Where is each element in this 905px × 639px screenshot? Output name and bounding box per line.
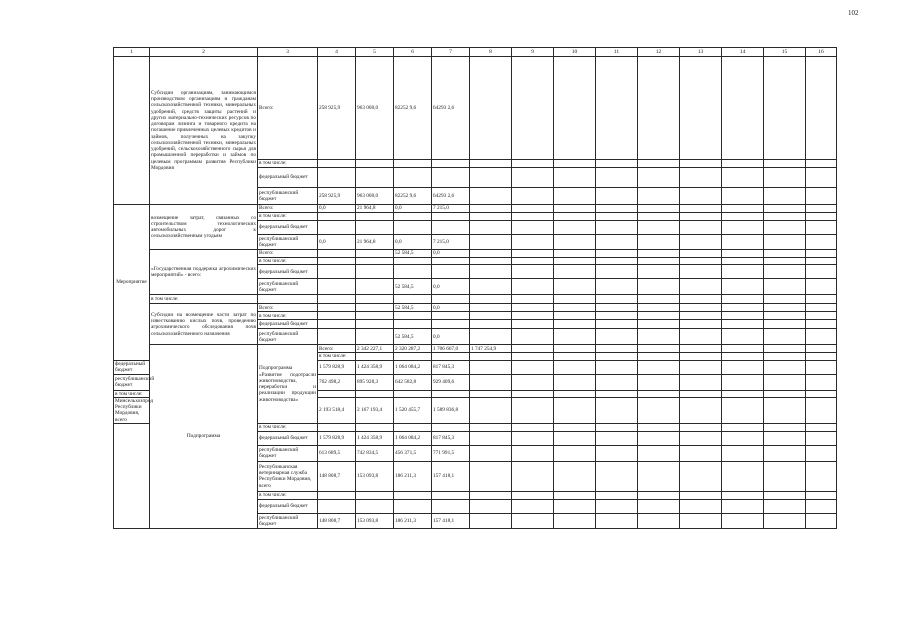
value-cell: 0,0 <box>394 235 432 250</box>
funding-label: республиканский бюджет <box>258 513 318 528</box>
value-cell: 153 093,8 <box>356 461 394 491</box>
value-cell: 2 193 518,4 <box>318 397 356 423</box>
value-cell: 1 064 084,2 <box>394 431 432 445</box>
value-cell: 1 589 836,8 <box>432 397 470 423</box>
funding-label: Всего: <box>258 250 318 258</box>
funding-label: в том числе: <box>258 491 318 499</box>
description-cell: Субсидии на возмещение части затрат по известкованию кислых почв, проведению агрохимического обследования почв сельскохозяйственного назначения <box>150 304 258 345</box>
header-cell: 12 <box>638 48 680 57</box>
value-cell: 1 747 254,9 <box>470 345 512 353</box>
value-cell: 52 584,5 <box>394 279 432 295</box>
value-cell: 64293 2,6 <box>432 57 470 160</box>
value-cell: 1 706 667,0 <box>432 345 470 353</box>
header-cell: 11 <box>596 48 638 57</box>
value-cell: 186 211,3 <box>394 513 432 528</box>
header-cell: 6 <box>394 48 432 57</box>
funding-label: республиканский бюджет <box>258 329 318 345</box>
value-cell: 742 834,5 <box>356 445 394 461</box>
value-cell: 82252 9,6 <box>394 188 432 205</box>
value-cell: 52 584,5 <box>394 304 432 312</box>
value-cell: 2 342 227,1 <box>356 345 394 353</box>
value-cell: 762 498,2 <box>318 374 356 390</box>
value-cell: 771 991,5 <box>432 445 470 461</box>
value-cell: 64293 2,6 <box>432 188 470 205</box>
header-cell: 8 <box>470 48 512 57</box>
table-row <box>114 304 837 312</box>
funding-label: республиканский бюджет <box>258 279 318 295</box>
header-cell: 9 <box>512 48 554 57</box>
value-cell: 929 409,6 <box>432 374 470 390</box>
value-cell: 456 371,5 <box>394 445 432 461</box>
value-cell: 0,0 <box>432 279 470 295</box>
value-cell: 1 579 828,9 <box>318 360 356 374</box>
funding-label: федеральный бюджет <box>258 168 318 188</box>
description-cell: «Государственная поддержка агрохимических мероприятий» - всего: <box>150 250 258 295</box>
funding-label: Всего: <box>318 345 356 353</box>
table-row <box>114 295 837 304</box>
value-cell: 1 520 455,7 <box>394 397 432 423</box>
header-cell: 13 <box>680 48 722 57</box>
value-cell: 148 808,7 <box>318 461 356 491</box>
funding-label: в том числе: <box>114 390 150 397</box>
value-cell: 2 320 287,2 <box>394 345 432 353</box>
funding-label: Всего: <box>258 205 318 213</box>
header-row <box>114 48 837 57</box>
funding-label: Минсельхозпрод Республики Мордовия, всего <box>115 397 154 423</box>
budget-table <box>113 47 837 529</box>
header-cell: 14 <box>722 48 764 57</box>
value-cell: 0,0 <box>432 250 470 258</box>
funding-label: федеральный бюджет <box>114 360 150 374</box>
value-cell: 52 584,5 <box>394 250 432 258</box>
funding-label: республиканский бюджет <box>258 445 318 461</box>
value-cell: 1 424 358,9 <box>356 431 394 445</box>
funding-label: в том числе: <box>258 312 318 320</box>
value-cell: 0,0 <box>318 205 356 213</box>
header-cell: 15 <box>764 48 806 57</box>
value-cell: 7 215,0 <box>432 235 470 250</box>
measure-type-cell: Подпрограмма <box>150 345 258 529</box>
value-cell: 148 808,7 <box>318 513 356 528</box>
value-cell: 7 215,0 <box>432 205 470 213</box>
funding-label: федеральный бюджет <box>258 265 318 279</box>
value-cell: 186 211,3 <box>394 461 432 491</box>
value-cell: 0,0 <box>394 205 432 213</box>
description-cell: возмещение затрат, связанных со строительством технологических автомобильных дорог к сельскохозяйственным угодьям <box>150 205 258 250</box>
header-cell: 16 <box>806 48 837 57</box>
funding-label: в том числе: <box>258 258 318 265</box>
description-cell-empty <box>114 423 150 528</box>
funding-label: в том числе: <box>258 213 318 221</box>
funding-label: Республиканская ветеринарная служба Республики Мордовия, всего <box>258 461 318 491</box>
funding-label: в том числе: <box>258 160 318 168</box>
funding-label: федеральный бюджет <box>258 499 318 513</box>
header-cell: 3 <box>258 48 318 57</box>
value-cell: 817 845,3 <box>432 360 470 374</box>
funding-label: Всего: <box>258 304 318 312</box>
value-cell: 895 928,3 <box>356 374 394 390</box>
header-cell: 5 <box>356 48 394 57</box>
header-cell: 4 <box>318 48 356 57</box>
table-row <box>114 57 837 160</box>
header-cell: 10 <box>554 48 596 57</box>
value-cell: 258 925,9 <box>318 188 356 205</box>
value-cell: 153 093,8 <box>356 513 394 528</box>
funding-label: республиканский бюджет <box>258 235 318 250</box>
table-row <box>114 205 837 213</box>
description-cell: Субсидии организациям, занимающимся производством организациям и гражданам сельскохозяйственной техники, минеральных удобрений, средств защиты растений и других материально-технических ресурсов по договорам лизинга и товарного кредита на погашение привлеченных целевых кредитов и займов, полученных на закупку сельскохозяйственной техники, минеральных удобрений, сельскохозяйственного сырья для промышленной переработки и займов по целевым программам развития Республики Мордовия <box>150 57 258 205</box>
value-cell: 0,0 <box>432 304 470 312</box>
table-row <box>114 250 837 258</box>
page-number: 102 <box>848 9 859 17</box>
funding-label: Всего: <box>258 57 318 160</box>
funding-label: федеральный бюджет <box>258 320 318 329</box>
value-cell: 817 845,3 <box>432 431 470 445</box>
value-cell: 1 579 828,9 <box>318 431 356 445</box>
header-cell: 7 <box>432 48 470 57</box>
funding-label: федеральный бюджет <box>258 221 318 235</box>
funding-label: республиканский бюджет <box>258 188 318 205</box>
subheading-cell: в том числе: <box>150 295 258 304</box>
value-cell: 157 418,1 <box>432 513 470 528</box>
value-cell: 613 689,5 <box>318 445 356 461</box>
funding-label: в том числе: <box>258 423 318 431</box>
value-cell: 21 964,8 <box>356 205 394 213</box>
description-cell: Подпрограмма «Развитие подотрасли животноводства, переработки и реализации продукции животноводства» <box>258 345 318 424</box>
value-cell: 21 964,8 <box>356 235 394 250</box>
value-cell: 1 064 084,2 <box>394 360 432 374</box>
value-cell: 963 000,0 <box>356 188 394 205</box>
value-cell: 1 424 358,9 <box>356 360 394 374</box>
value-cell: 642 582,8 <box>394 374 432 390</box>
funding-label: республиканский бюджет <box>115 375 155 388</box>
value-cell: 0,0 <box>318 235 356 250</box>
value-cell: 52 584,5 <box>394 329 432 345</box>
header-cell: 2 <box>150 48 258 57</box>
funding-label: в том числе: <box>318 353 356 360</box>
funding-label: федеральный бюджет <box>258 431 318 445</box>
value-cell: 2 167 193,4 <box>356 397 394 423</box>
table-row <box>114 345 837 353</box>
value-cell: 82252 9,6 <box>394 57 432 160</box>
value-cell: 157 418,1 <box>432 461 470 491</box>
measure-type-cell: Мероприятие <box>114 205 150 361</box>
value-cell: 963 000,0 <box>356 57 394 160</box>
col1-cell <box>114 57 150 205</box>
value-cell: 0,0 <box>432 329 470 345</box>
header-cell: 1 <box>114 48 150 57</box>
value-cell: 258 925,9 <box>318 57 356 160</box>
